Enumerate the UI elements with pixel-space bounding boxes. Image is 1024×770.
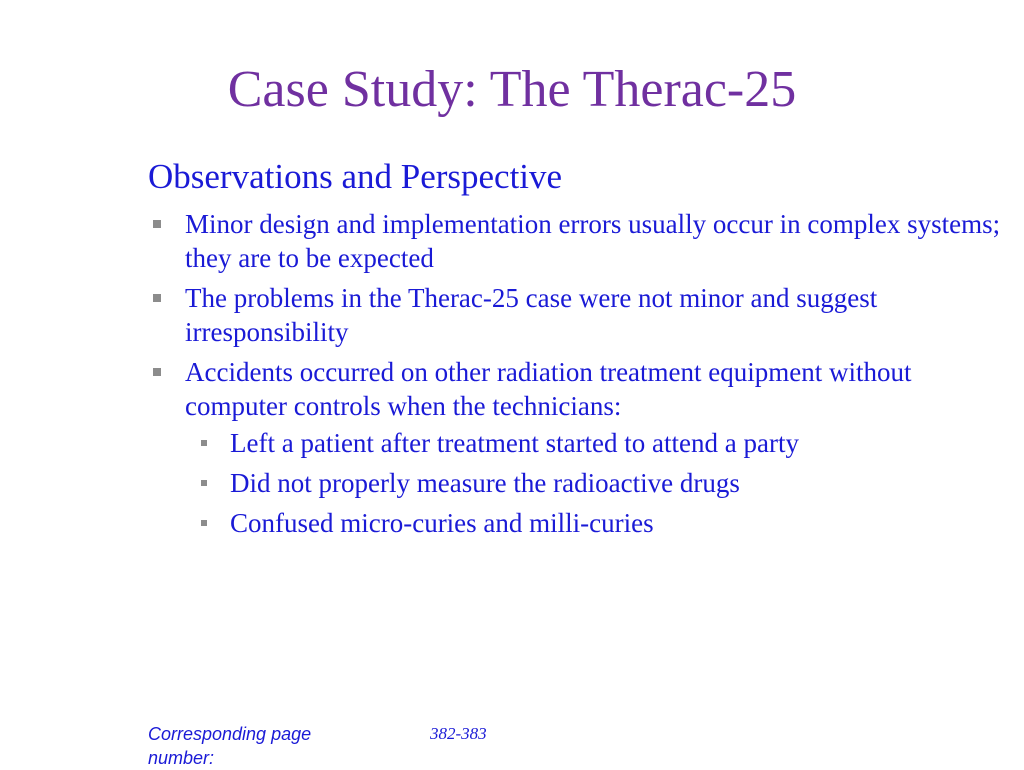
square-bullet-icon (153, 368, 161, 376)
section-subheading: Observations and Perspective (148, 157, 563, 196)
bullet-item (148, 281, 1008, 349)
bullet-list (148, 207, 1008, 429)
small-square-bullet-icon (201, 520, 207, 526)
sub-bullet-item (148, 506, 1008, 540)
small-square-bullet-icon (201, 440, 207, 446)
bullet-item (148, 355, 1008, 423)
slide-title: Case Study: The Therac-25 (227, 61, 797, 118)
bullet-text: Minor design and implementation errors usually occur in complex systems; they are to be expected (185, 209, 1001, 273)
sub-bullet-item (148, 426, 1008, 460)
sub-bullet-text: Confused micro-curies and milli-curies (230, 508, 654, 538)
square-bullet-icon (153, 220, 161, 228)
square-bullet-icon (153, 294, 161, 302)
footer-page-numbers: 382-383 (430, 724, 487, 743)
footer-page-label: Corresponding page number: (148, 724, 312, 768)
sub-bullet-text: Left a patient after treatment started to attend a party (230, 428, 799, 458)
sub-bullet-item (148, 466, 1008, 500)
small-square-bullet-icon (201, 480, 207, 486)
bullet-text: Accidents occurred on other radiation treatment equipment without computer controls when the technicians: (185, 357, 912, 421)
bullet-text: The problems in the Therac-25 case were not minor and suggest irresponsibility (185, 283, 878, 347)
bullet-item (148, 207, 1008, 275)
sub-bullet-list (148, 426, 1008, 540)
sub-bullet-text: Did not properly measure the radioactive drugs (230, 468, 740, 498)
